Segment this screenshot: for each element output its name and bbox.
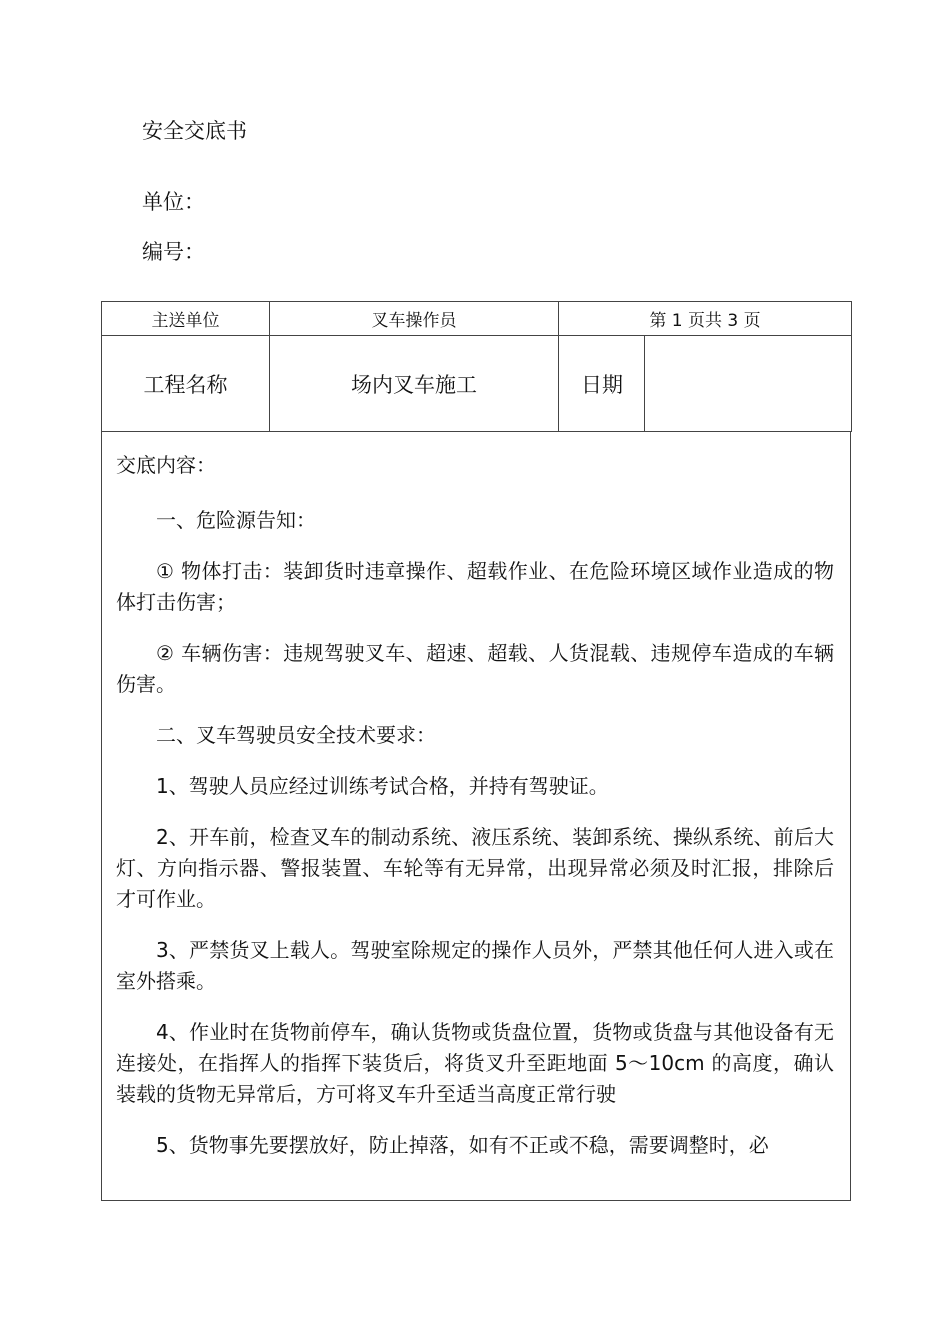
content-paragraph: 二、叉车驾驶员安全技术要求： [156, 723, 436, 747]
content-paragraph: 4、作业时在货物前停车，确认货物或货盘位置，货物或货盘与其他设备有无连接处，在指挥人的指挥下装货后，将货叉升至距地面 5〜10cm 的高度，确认装载的货物无异常后，方可将叉车升至适当高度正常行驶 [116, 1020, 834, 1106]
table-row [102, 302, 852, 336]
number-label: 编号： [142, 240, 205, 264]
briefing-content [116, 450, 834, 1161]
content-paragraph: 2、开车前，检查叉车的制动系统、液压系统、装卸系统、操纵系统、前后大灯、方向指示器、警报装置、车轮等有无异常，出现异常必须及时汇报，排除后才可作业。 [116, 825, 834, 911]
briefing-content-box [101, 432, 851, 1201]
content-intro: 交底内容： [116, 453, 216, 477]
content-paragraph: ② 车辆伤害：违规驾驶叉车、超速、超载、人货混载、违规停车造成的车辆伤害。 [116, 641, 834, 696]
form-table [101, 301, 852, 432]
page-count-cell: 第 1 页共 3 页 [559, 302, 852, 336]
document-title: 安全交底书 [142, 119, 247, 143]
content-paragraph: ① 物体打击：装卸货时违章操作、超载作业、在危险环境区域作业造成的物体打击伤害； [116, 559, 834, 614]
content-paragraph: 3、严禁货叉上载人。驾驶室除规定的操作人员外，严禁其他任何人进入或在室外搭乘。 [116, 938, 834, 993]
content-paragraph: 一、危险源告知： [156, 508, 316, 532]
date-value-cell [645, 336, 852, 432]
recipient-value-cell: 叉车操作员 [270, 302, 559, 336]
project-name-value-cell: 场内叉车施工 [270, 336, 559, 432]
project-name-label-cell: 工程名称 [102, 336, 270, 432]
unit-label: 单位： [142, 190, 205, 214]
content-paragraph: 5、货物事先要摆放好，防止掉落，如有不正或不稳，需要调整时，必 [156, 1133, 769, 1157]
recipient-label-cell: 主送单位 [102, 302, 270, 336]
date-label-cell: 日期 [559, 336, 645, 432]
content-paragraph: 1、驾驶人员应经过训练考试合格，并持有驾驶证。 [156, 774, 609, 798]
table-row [102, 336, 852, 432]
